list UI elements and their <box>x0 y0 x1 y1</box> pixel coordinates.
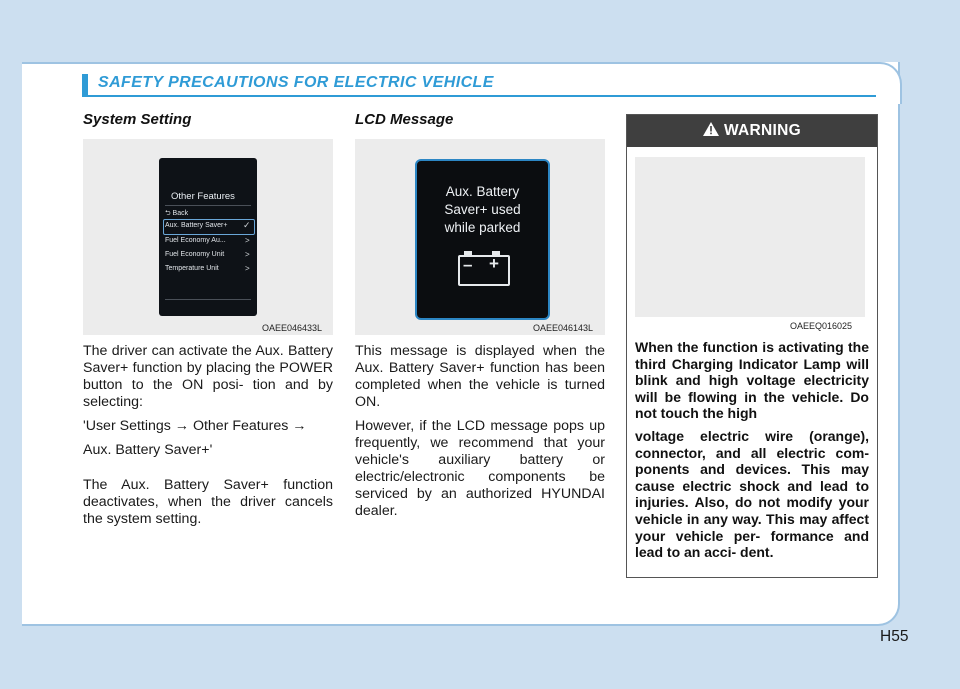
warning-title <box>627 115 877 147</box>
chevron-right-icon: > <box>245 250 250 259</box>
warning-triangle-icon <box>703 122 719 136</box>
paragraph: However, if the LCD message pops up frequently, we recommend that your vehicle's auxiliary battery or electric/electronic components be serviced by an authorized HYUNDAI dealer. <box>355 418 605 519</box>
cluster-screen-other-features <box>159 158 257 316</box>
screen-divider <box>165 299 251 300</box>
warning-title-text: WARNING <box>723 122 801 139</box>
page-top-border <box>22 62 880 64</box>
screen-item-fuel-economy-unit: Fuel Economy Unit <box>165 251 225 258</box>
paragraph: This message is displayed when the Aux. Battery Saver+ function has been completed when the vehicle is turned ON. <box>355 343 605 410</box>
battery-minus-sign: – <box>463 255 473 274</box>
section-title: SAFETY PRECAUTIONS FOR ELECTRIC VEHICLE <box>98 74 494 91</box>
screen-item-back: ⮌ Back <box>165 210 189 217</box>
page-number: H55 <box>880 628 909 645</box>
chevron-right-icon: > <box>245 264 250 273</box>
chevron-right-icon: > <box>245 236 250 245</box>
check-icon: ✓ <box>243 220 251 230</box>
warning-paragraph: When the function is activating the third Charging Indicator Lamp will blink and high voltage electricity will be flowing in the vehicle. Do not touch the high <box>635 339 869 422</box>
warning-figure <box>635 157 865 317</box>
paragraph: The driver can activate the Aux. Battery Saver+ function by placing the POWER button to the ON posi- tion and by selecting: <box>83 343 333 410</box>
paragraph: The Aux. Battery Saver+ function deactivates, when the driver cancels the system setting. <box>83 477 333 527</box>
screen-title: Other Features <box>171 191 235 202</box>
cluster-screen-lcd-message <box>415 159 550 320</box>
figure-code: OAEE046433L <box>262 323 323 333</box>
figure-code: OAEEQ016025 <box>790 321 853 331</box>
warning-paragraph: voltage electric wire (orange), connector, and all electric com- ponents and devices. This may cause electric shock and lead to injuries. Also, do not modify your vehicle in any way. This may affect your vehicle per- formance and lead to an acci- dent. <box>635 427 869 561</box>
warning-body <box>635 339 869 567</box>
lcd-message-body <box>355 343 605 527</box>
battery-plus-sign: + <box>489 254 499 273</box>
lcd-message-text: Aux. Battery Saver+ used while parked <box>444 184 521 235</box>
system-setting-heading: System Setting <box>83 111 192 128</box>
page-corner <box>860 62 902 104</box>
screen-item-fuel-economy-auto: Fuel Economy Au... <box>165 237 226 244</box>
lcd-message-heading: LCD Message <box>355 111 454 128</box>
figure-code: OAEE046143L <box>533 323 594 333</box>
section-title-rule <box>82 95 876 97</box>
paragraph: Aux. Battery Saver+' <box>83 442 213 458</box>
screen-divider <box>165 205 251 206</box>
screen-item-aux-battery: Aux. Battery Saver+ <box>165 222 228 229</box>
screen-item-temperature-unit: Temperature Unit <box>165 265 219 272</box>
warning-box <box>626 114 878 578</box>
paragraph: 'User Settings → Other Features → <box>83 418 307 434</box>
system-setting-body <box>83 343 333 535</box>
section-title-marker <box>82 74 88 96</box>
